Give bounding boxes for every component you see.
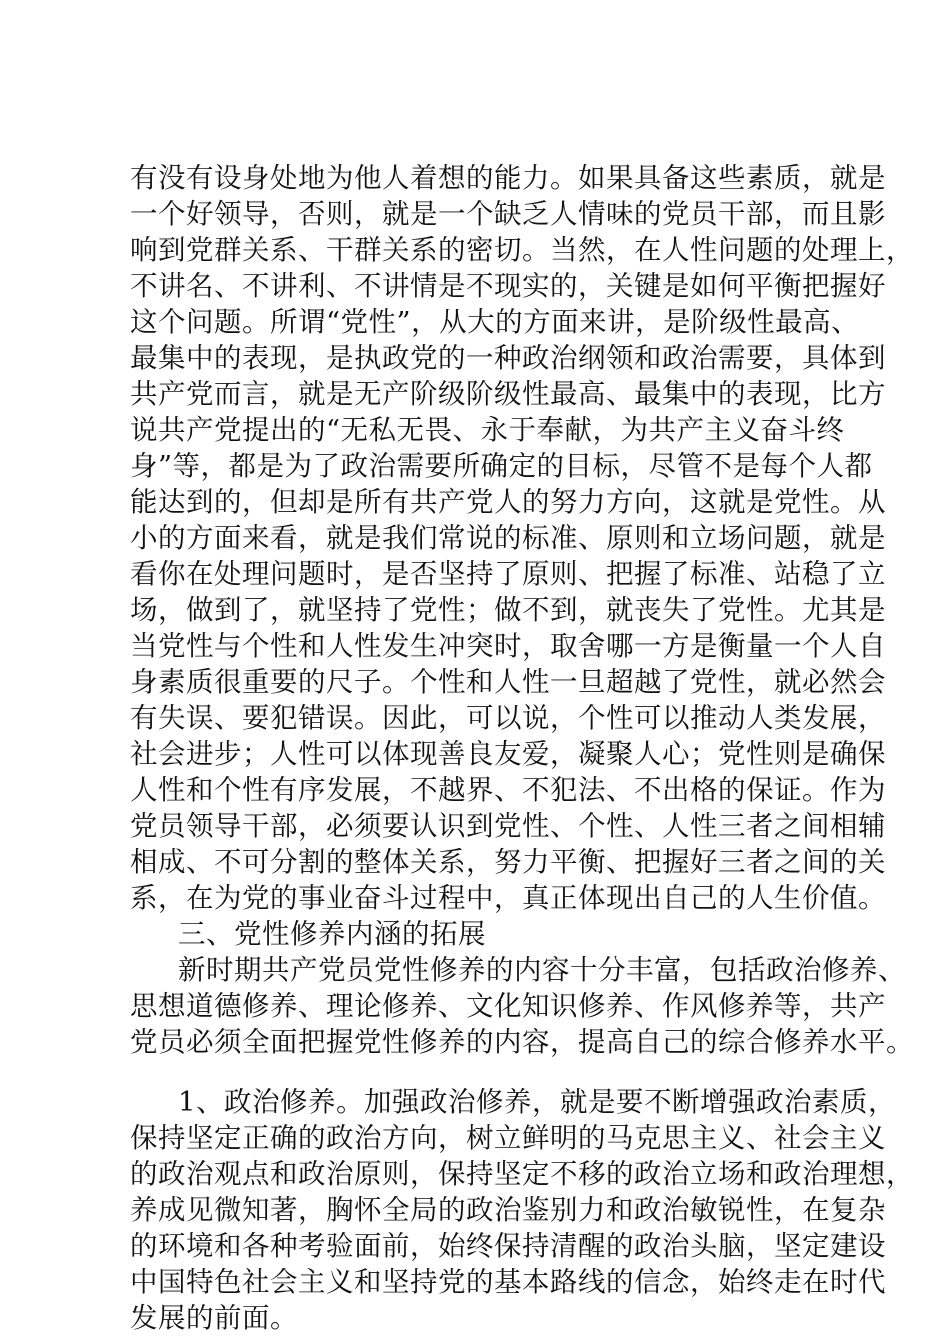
text-line: 社会进步；人性可以体现善良友爱，凝聚人心；党性则是确保: [130, 738, 886, 770]
text-line: 身”等，都是为了政治需要所确定的目标，尽管不是每个人都: [130, 450, 873, 482]
text-line: 共产党而言，就是无产阶级阶级性最高、最集中的表现，比方: [130, 378, 886, 410]
text-line: 新时期共产党员党性修养的内容十分丰富，包括政治修养、: [178, 954, 906, 986]
text-line: 党员必须全面把握党性修养的内容，提高自己的综合修养水平。: [130, 1026, 914, 1058]
text-line: 当党性与个性和人性发生冲突时，取舍哪一方是衡量一个人自: [130, 630, 886, 662]
text-line: 相成、不可分割的整体关系，努力平衡、把握好三者之间的关: [130, 846, 886, 878]
text-line: 的政治观点和政治原则，保持坚定不移的政治立场和政治理想，: [130, 1158, 914, 1190]
text-line: 保持坚定正确的政治方向，树立鲜明的马克思主义、社会主义: [130, 1122, 886, 1154]
text-line: 说共产党提出的“无私无畏、永于奉献，为共产主义奋斗终: [130, 414, 845, 446]
text-line: 1、政治修养。加强政治修养，就是要不断增强政治素质，: [178, 1086, 896, 1118]
section-heading: 三、党性修养内涵的拓展: [178, 918, 486, 950]
text-line: 中国特色社会主义和坚持党的基本路线的信念，始终走在时代: [130, 1266, 886, 1298]
text-line: 能达到的，但却是所有共产党人的努力方向，这就是党性。从: [130, 486, 886, 518]
text-line: 系，在为党的事业奋斗过程中，真正体现出自己的人生价值。: [130, 882, 886, 914]
text-line: 小的方面来看，就是我们常说的标准、原则和立场问题，就是: [130, 522, 886, 554]
text-line: 有没有设身处地为他人着想的能力。如果具备这些素质，就是: [130, 162, 886, 194]
text-line: 有失误、要犯错误。因此，可以说，个性可以推动人类发展，: [130, 702, 886, 734]
text-line: 党员领导干部，必须要认识到党性、个性、人性三者之间相辅: [130, 810, 886, 842]
text-line: 这个问题。所谓“党性”，从大的方面来讲，是阶级性最高、: [130, 306, 860, 338]
text-line: 的环境和各种考验面前，始终保持清醒的政治头脑，坚定建设: [130, 1230, 886, 1262]
text-line: 响到党群关系、干群关系的密切。当然，在人性问题的处理上，: [130, 234, 914, 266]
text-line: 看你在处理问题时，是否坚持了原则、把握了标准、站稳了立: [130, 558, 886, 590]
text-line: 养成见微知著，胸怀全局的政治鉴别力和政治敏锐性，在复杂: [130, 1194, 886, 1226]
text-line: 身素质很重要的尺子。个性和人性一旦超越了党性，就必然会: [130, 666, 886, 698]
text-line: 不讲名、不讲利、不讲情是不现实的，关键是如何平衡把握好: [130, 270, 886, 302]
text-line: 一个好领导，否则，就是一个缺乏人情味的党员干部，而且影: [130, 198, 886, 230]
text-line: 思想道德修养、理论修养、文化知识修养、作风修养等，共产: [130, 990, 886, 1022]
text-line: 人性和个性有序发展，不越界、不犯法、不出格的保证。作为: [130, 774, 886, 806]
text-line: 发展的前面。: [130, 1302, 298, 1334]
text-line: 最集中的表现，是执政党的一种政治纲领和政治需要，具体到: [130, 342, 886, 374]
text-line: 场，做到了，就坚持了党性；做不到，就丧失了党性。尤其是: [130, 594, 886, 626]
